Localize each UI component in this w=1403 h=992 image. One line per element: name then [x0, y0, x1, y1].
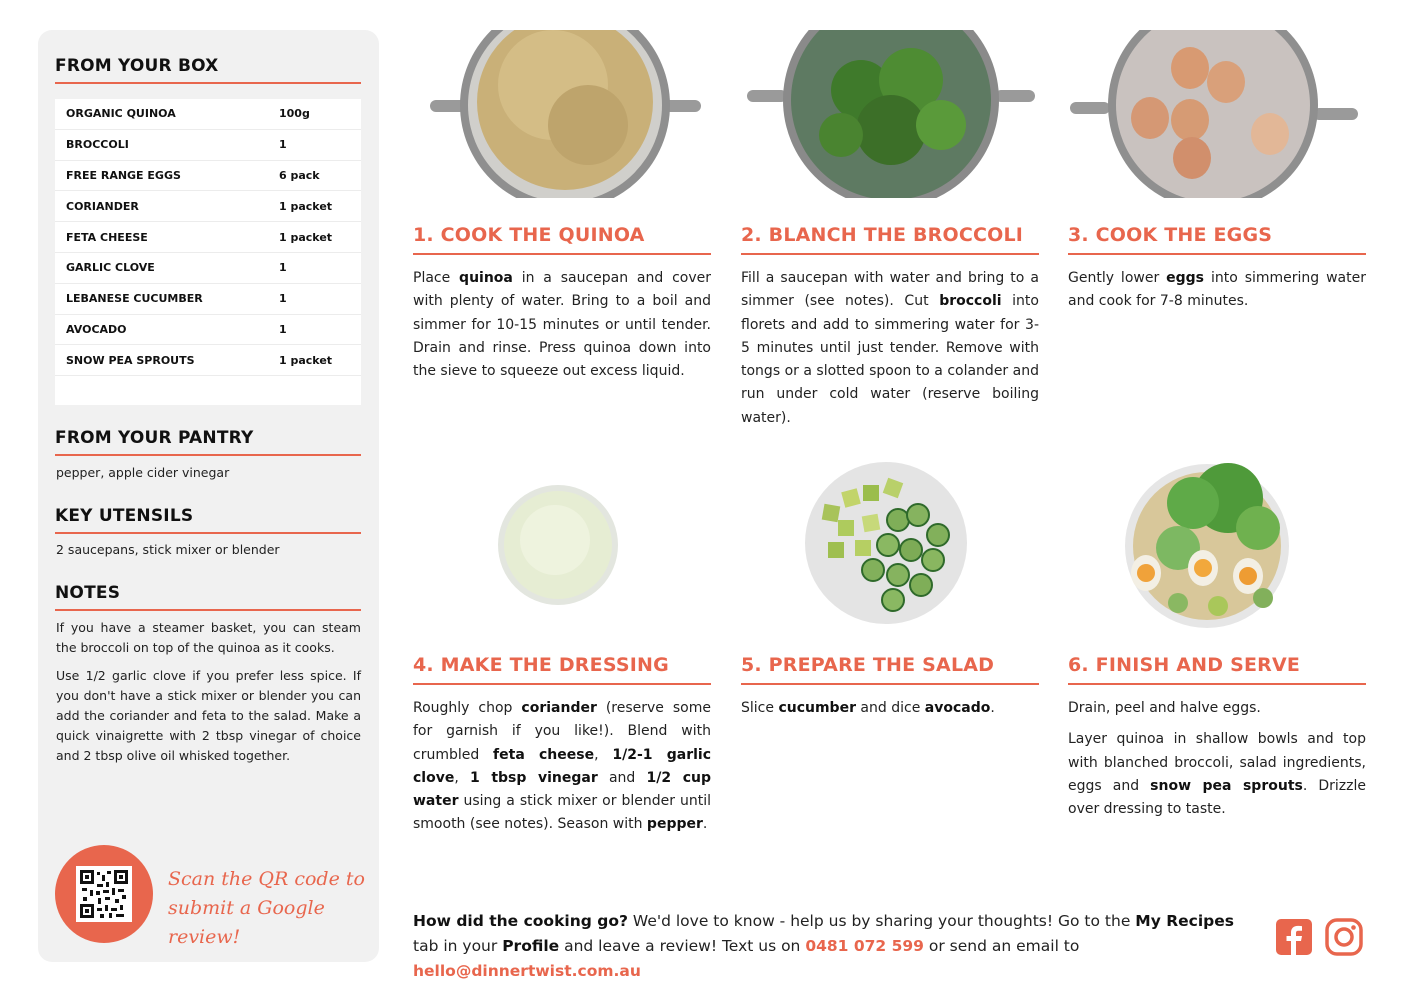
pantry-text: pepper, apple cider vinegar	[56, 465, 230, 480]
contact-link[interactable]: 0481 072 599	[805, 937, 924, 955]
step-paragraph	[413, 697, 711, 837]
finished-bowl-photo	[1118, 458, 1296, 630]
ingredient-quantity: 1	[279, 292, 287, 306]
step-paragraph	[741, 697, 1039, 720]
text-run: We'd love to know - help us by sharing your thoughts! Go to the	[627, 912, 1136, 930]
step-title: 6. FINISH AND SERVE	[1068, 654, 1301, 676]
ingredient-quantity: 100g	[279, 107, 310, 121]
step-paragraph	[1068, 728, 1366, 821]
qr-caption-line: Scan the QR code to	[168, 868, 365, 890]
pantry-heading: FROM YOUR PANTRY	[55, 428, 254, 448]
box-heading: FROM YOUR BOX	[55, 56, 219, 76]
ingredient-quantity: 1	[279, 322, 287, 336]
bold-ingredient: cucumber	[778, 700, 856, 716]
step-body	[741, 267, 1039, 430]
step-title-rule	[741, 253, 1039, 255]
eggs-saucepan-photo	[1068, 30, 1366, 198]
bold-ingredient: coriander	[521, 700, 597, 716]
notes-heading-rule	[55, 609, 361, 611]
text-run: Drain, peel and halve eggs.	[1068, 700, 1261, 716]
qr-code-icon[interactable]	[76, 866, 132, 922]
text-run: Gently lower	[1068, 270, 1167, 286]
step-body	[741, 697, 1039, 720]
text-run: Layer quinoa in shallow bowls and top with blanched broccoli, salad ingredients, eggs and	[1068, 731, 1366, 794]
note-paragraph: If you have a steamer basket, you can steam the broccoli on top of the quinoa as it cooks.	[56, 620, 361, 655]
step-title: 1. COOK THE QUINOA	[413, 224, 645, 246]
notes-heading: NOTES	[55, 583, 121, 603]
text-run: and leave a review! Text us on	[559, 937, 806, 955]
ingredient-row	[55, 315, 361, 346]
ingredient-row	[55, 130, 361, 161]
contact-link[interactable]: hello@dinnertwist.com.au	[413, 962, 641, 980]
step-title-rule	[413, 253, 711, 255]
ingredient-name: FREE RANGE EGGS	[66, 168, 181, 182]
text-run: Roughly chop	[413, 700, 522, 716]
feedback-message	[413, 909, 1263, 984]
ingredient-quantity: 1 packet	[279, 230, 333, 244]
bold-ingredient: 1/2 cup water	[413, 769, 711, 810]
step-paragraph	[1068, 267, 1366, 314]
step-title-rule	[1068, 683, 1366, 685]
step-title: 3. COOK THE EGGS	[1068, 224, 1273, 246]
ingredient-name: SNOW PEA SPROUTS	[66, 353, 195, 367]
dressing-bowl-photo	[493, 480, 623, 610]
text-run: in a saucepan and cover with plenty of water. Bring to a boil and simmer for 10-15 minutes or until tender. Drain and rinse. Press quinoa down into the sieve to squeeze out excess liquid.	[413, 270, 711, 380]
salad-plate-photo	[803, 460, 969, 626]
utensils-heading: KEY UTENSILS	[55, 506, 194, 526]
ingredient-quantity: 6 pack	[279, 168, 320, 182]
text-run: ,	[594, 746, 613, 763]
ingredient-quantity: 1	[279, 261, 287, 275]
step-body	[1068, 267, 1366, 314]
text-run: Slice	[741, 700, 779, 716]
bold-ingredient: feta cheese	[493, 746, 595, 763]
notes-body	[56, 618, 361, 774]
text-run: .	[702, 816, 708, 833]
text-run: into florets and add to simmering water for 3-5 minutes until just tender. Remove with tongs or a slotted spoon to a colander and run under cold water (reserve boiling water).	[741, 293, 1039, 426]
ingredient-row	[55, 253, 361, 284]
box-heading-rule	[55, 82, 361, 84]
step-body	[1068, 697, 1366, 821]
step-paragraph	[413, 267, 711, 383]
text-run: and dice	[855, 700, 925, 716]
step-body	[413, 697, 711, 837]
step-title: 2. BLANCH THE BROCCOLI	[741, 224, 1024, 246]
bold-ingredient: How did the cooking go?	[413, 912, 628, 930]
ingredient-name: FETA CHEESE	[66, 230, 148, 244]
step-title-rule	[741, 683, 1039, 685]
text-run: Place	[413, 270, 460, 286]
text-run: . Drizzle over dressing to taste.	[1068, 777, 1367, 818]
ingredient-quantity: 1 packet	[279, 353, 333, 367]
bold-ingredient: My Recipes	[1135, 912, 1234, 930]
text-run: ,	[454, 769, 470, 786]
ingredient-name: AVOCADO	[66, 322, 127, 336]
step-title-rule	[413, 683, 711, 685]
ingredient-row	[55, 284, 361, 315]
step-title-rule	[1068, 253, 1366, 255]
step-paragraph	[1068, 697, 1366, 720]
bold-ingredient: avocado	[924, 700, 991, 716]
instagram-icon[interactable]	[1325, 918, 1363, 956]
text-run: (reserve some for garnish if you like!). Blend with crumbled	[413, 700, 711, 763]
bold-ingredient: 1/2-1 garlic clove	[413, 746, 712, 786]
ingredient-name: CORIANDER	[66, 199, 139, 213]
text-run: tab in your	[413, 937, 503, 955]
bold-ingredient: broccoli	[939, 293, 1002, 310]
step-body	[413, 267, 711, 383]
ingredient-name: LEBANESE CUCUMBER	[66, 292, 203, 306]
qr-caption-line: submit a Google review!	[168, 897, 325, 948]
text-run: into simmering water and cook for 7-8 minutes.	[1068, 270, 1366, 310]
qr-badge[interactable]	[55, 845, 153, 943]
ingredient-quantity: 1 packet	[279, 199, 333, 213]
utensils-heading-rule	[55, 532, 361, 534]
utensils-text: 2 saucepans, stick mixer or blender	[56, 542, 280, 557]
ingredients-table	[55, 99, 361, 405]
ingredients-sidebar	[38, 30, 379, 962]
broccoli-saucepan-photo	[741, 30, 1039, 198]
qr-caption	[168, 865, 379, 952]
ingredient-row	[55, 191, 361, 222]
ingredient-name: ORGANIC QUINOA	[66, 107, 176, 121]
step-title: 4. MAKE THE DRESSING	[413, 654, 669, 676]
text-run: or send an email to	[923, 937, 1080, 955]
note-paragraph: Use 1/2 garlic clove if you prefer less spice. If you don't have a stick mixer or blender you can add the coriander and feta to the salad. Make a quick vinaigrette with 2 tbsp vinegar of choice and 2 tbsp olive oil whisked together.	[56, 668, 361, 763]
text-run: Fill a saucepan with water and bring to a simmer (see notes). Cut	[741, 270, 1039, 310]
bold-ingredient: quinoa	[459, 270, 513, 286]
step-paragraph	[741, 267, 1039, 430]
ingredient-row	[55, 222, 361, 253]
bold-ingredient: Profile	[502, 937, 560, 955]
ingredient-name: BROCCOLI	[66, 138, 129, 152]
bold-ingredient: snow pea sprouts	[1150, 777, 1303, 794]
text-run: and	[597, 769, 647, 786]
bold-ingredient: 1 tbsp vinegar	[469, 769, 598, 786]
pantry-heading-rule	[55, 454, 361, 456]
ingredient-name: GARLIC CLOVE	[66, 261, 155, 275]
ingredient-row	[55, 345, 361, 376]
ingredient-row	[55, 99, 361, 130]
facebook-icon[interactable]	[1275, 918, 1313, 956]
bold-ingredient: eggs	[1166, 270, 1205, 286]
quinoa-saucepan-photo	[413, 30, 711, 198]
ingredient-row	[55, 161, 361, 192]
text-run: using a stick mixer or blender until smooth (see notes). Season with	[413, 793, 711, 833]
step-title: 5. PREPARE THE SALAD	[741, 654, 995, 676]
ingredient-quantity: 1	[279, 138, 287, 152]
bold-ingredient: pepper	[646, 816, 703, 833]
text-run: .	[990, 700, 995, 716]
